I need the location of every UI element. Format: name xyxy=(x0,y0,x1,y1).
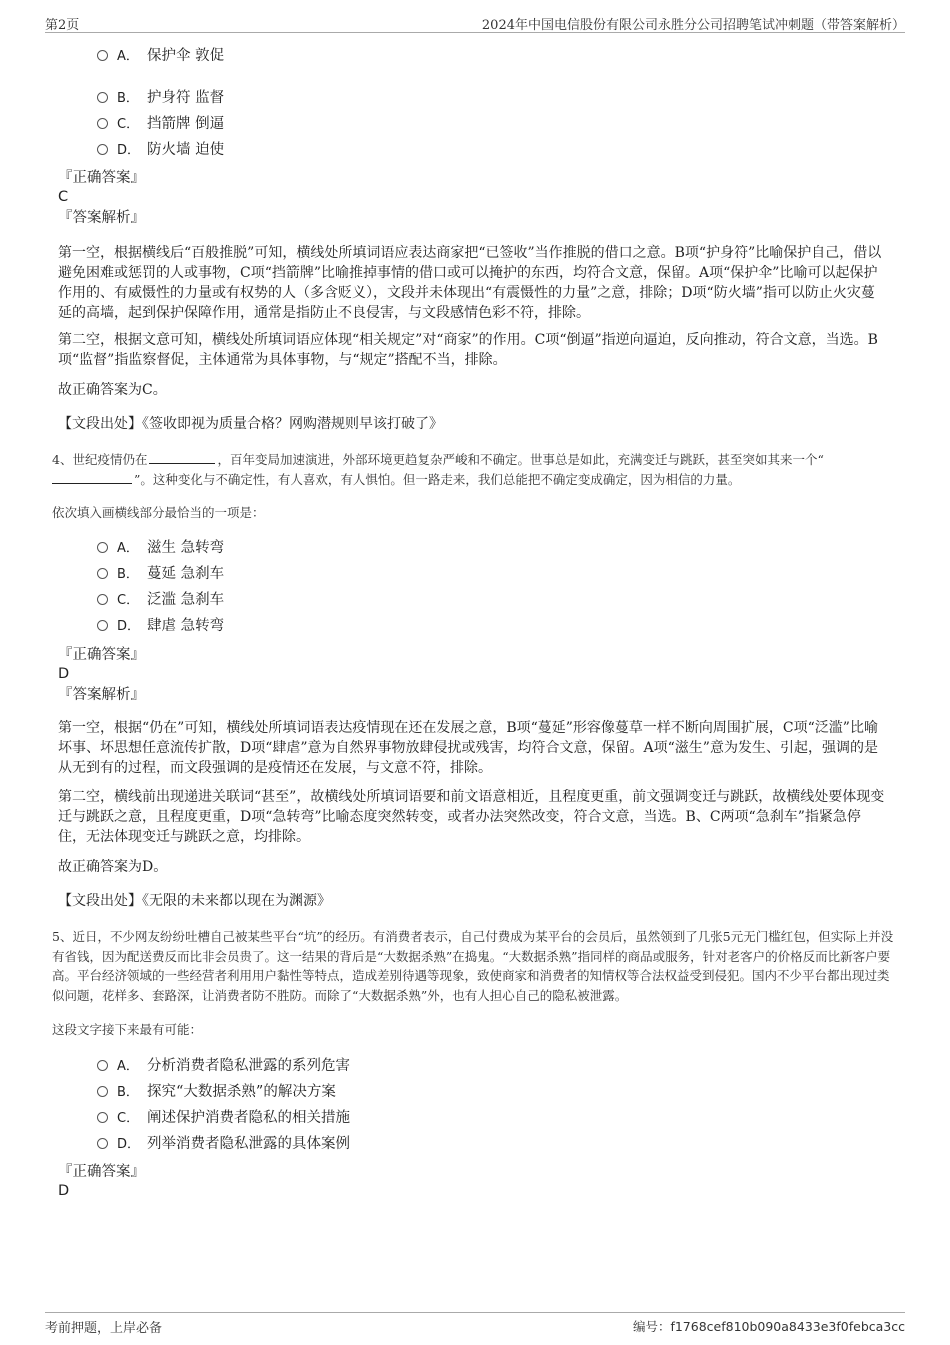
q4-option-a[interactable]: A． 滋生 急转弯 xyxy=(97,538,224,559)
q3-option-d[interactable]: D． 防火墙 迫使 xyxy=(97,140,224,161)
radio-icon[interactable] xyxy=(97,1112,108,1123)
footer-slogan: 考前押题，上岸必备 xyxy=(45,1321,163,1336)
q4-answer: D xyxy=(58,666,70,682)
q3-conclusion: 故正确答案为C。 xyxy=(58,382,167,398)
radio-icon[interactable] xyxy=(97,542,108,553)
document-id: 编号：f1768cef810b090a8433e3f0febca3cc xyxy=(632,1319,905,1334)
q5-option-d[interactable]: D． 列举消费者隐私泄露的具体案例 xyxy=(97,1134,350,1155)
q4-option-c[interactable]: C． 泛滥 急刹车 xyxy=(97,590,224,611)
q3-answer-label: 『正确答案』 xyxy=(58,170,145,186)
radio-icon[interactable] xyxy=(97,1060,108,1071)
q4-answer-label: 『正确答案』 xyxy=(58,647,145,663)
q4-analysis-p2: 第二空，横线前出现递进关联词“甚至”，故横线处所填词语要和前文语意相近，且程度更重，前文强调变迁与跳跃，故横线处要体现变迁与跳跃之意，且程度更重，D项“急转弯”比喻态度突然转变，或者办法突然改变，符合文意，当选。B、C两项“急刹车”指紧急停住，无法体现变迁与跳跃之意，均排除。 xyxy=(58,789,885,845)
q4-question: 4、世纪疫情仍在 ，百年变局加速演进，外部环境更趋复杂严峻和不确定。世事总是如此，充满变迁与跳跃，甚至突如其来一个“”。这种变化与不确定性，有人喜欢，有人惧怕。但一路走来，我们总能把不确定变成确定，因为相信的力量。 xyxy=(52,452,824,487)
q5-prompt: 这段文字接下来最有可能： xyxy=(52,1022,203,1037)
q4-conclusion: 故正确答案为D。 xyxy=(58,859,168,875)
q4-source: 【文段出处】《无限的未来都以现在为渊源》 xyxy=(58,893,331,909)
blank-2 xyxy=(52,471,132,484)
q3-option-c[interactable]: C． 挡箭牌 倒逼 xyxy=(97,114,224,135)
radio-icon[interactable] xyxy=(97,1138,108,1149)
radio-icon[interactable] xyxy=(97,568,108,579)
q5-answer: D xyxy=(58,1183,70,1199)
radio-icon[interactable] xyxy=(97,1086,108,1097)
radio-icon[interactable] xyxy=(97,620,108,631)
q4-analysis-p1: 第一空，根据“仍在”可知，横线处所填词语表达疫情现在还在发展之意，B项“蔓延”形容像蔓草一样不断向周围扩展，C项“泛滥”比喻坏事、坏思想任意流传扩散，D项“肆虐”意为自然界事物放肆侵扰或残害，均符合文意，保留。A项“滋生”意为发生、引起，强调的是从无到有的过程，而文段强调的是疫情还在发展，与文意不符，排除。 xyxy=(58,720,878,776)
q4-prompt: 依次填入画横线部分最恰当的一项是： xyxy=(52,505,265,520)
q4-option-d[interactable]: D． 肆虐 急转弯 xyxy=(97,616,224,637)
q3-analysis-p1: 第一空，根据横线后“百般推脱”可知，横线处所填词语应表达商家把“已签收”当作推脱的借口之意。B项“护身符”比喻保护自己，借以避免困难或惩罚的人或事物，C项“挡箭牌”比喻推掉事情的借口或可以掩护的东西，均符合文意，保留。A项“保护伞”比喻可以起保护作用的、有威慑性的力量或有权势的人（多含贬义），文段并未体现出“有震慑性的力量”之意，排除；D项“防火墙”指可以防止火灾蔓延的高墙，起到保护保障作用，通常是指防止不良侵害，与文段感情色彩不符，排除。 xyxy=(58,245,882,321)
q4-option-b[interactable]: B． 蔓延 急刹车 xyxy=(97,564,224,585)
q3-analysis-label: 『答案解析』 xyxy=(58,210,145,226)
q5-question: 5、近日，不少网友纷纷吐槽自己被某些平台“坑”的经历。有消费者表示，自己付费成为某平台的会员后，虽然领到了几张5元无门槛红包，但实际上并没有省钱，因为配送费反而比非会员贵了。这一结果的背后是“大数据杀熟”在捣鬼。“大数据杀熟”指同样的商品或服务，针对老客户的价格反而比新客户要高。平台经济领域的一些经营者利用用户黏性等特点，造成差别待遇等现象，致使商家和消费者的知情权等合法权益受到侵犯。国内不少平台都出现过类似问题，花样多、套路深，让消费者防不胜防。而除了“大数据杀熟”外，也有人担心自己的隐私被泄露。 xyxy=(52,929,894,1003)
q5-option-c[interactable]: C． 阐述保护消费者隐私的相关措施 xyxy=(97,1108,350,1129)
radio-icon[interactable] xyxy=(97,92,108,103)
radio-icon[interactable] xyxy=(97,50,108,61)
q5-option-a[interactable]: A． 分析消费者隐私泄露的系列危害 xyxy=(97,1056,350,1077)
q3-source: 【文段出处】《签收即视为质量合格？网购潜规则早该打破了》 xyxy=(58,416,443,432)
document-title: 2024年中国电信股份有限公司永胜分公司招聘笔试冲刺题（带答案解析） xyxy=(481,18,905,33)
q3-analysis-p2: 第二空，根据文意可知，横线处所填词语应体现“相关规定”对“商家”的作用。C项“倒逼”指逆向逼迫，反向推动，符合文意，当选。B项“监督”指监察督促，主体通常为具体事物，与“规定”搭配不当，排除。 xyxy=(58,332,878,368)
radio-icon[interactable] xyxy=(97,144,108,155)
q5-answer-label: 『正确答案』 xyxy=(58,1164,145,1180)
page-header xyxy=(45,12,905,33)
q5-option-b[interactable]: B． 探究“大数据杀熟”的解决方案 xyxy=(97,1082,336,1103)
blank-1 xyxy=(149,451,215,464)
q3-answer: C xyxy=(58,189,69,205)
q3-option-b[interactable]: B． 护身符 监督 xyxy=(97,88,224,109)
radio-icon[interactable] xyxy=(97,594,108,605)
q4-analysis-label: 『答案解析』 xyxy=(58,687,145,703)
q3-option-a[interactable]: A． 保护伞 敦促 xyxy=(97,46,224,67)
page-number: 第2页 xyxy=(45,18,80,33)
radio-icon[interactable] xyxy=(97,118,108,129)
page-footer xyxy=(45,1312,905,1336)
